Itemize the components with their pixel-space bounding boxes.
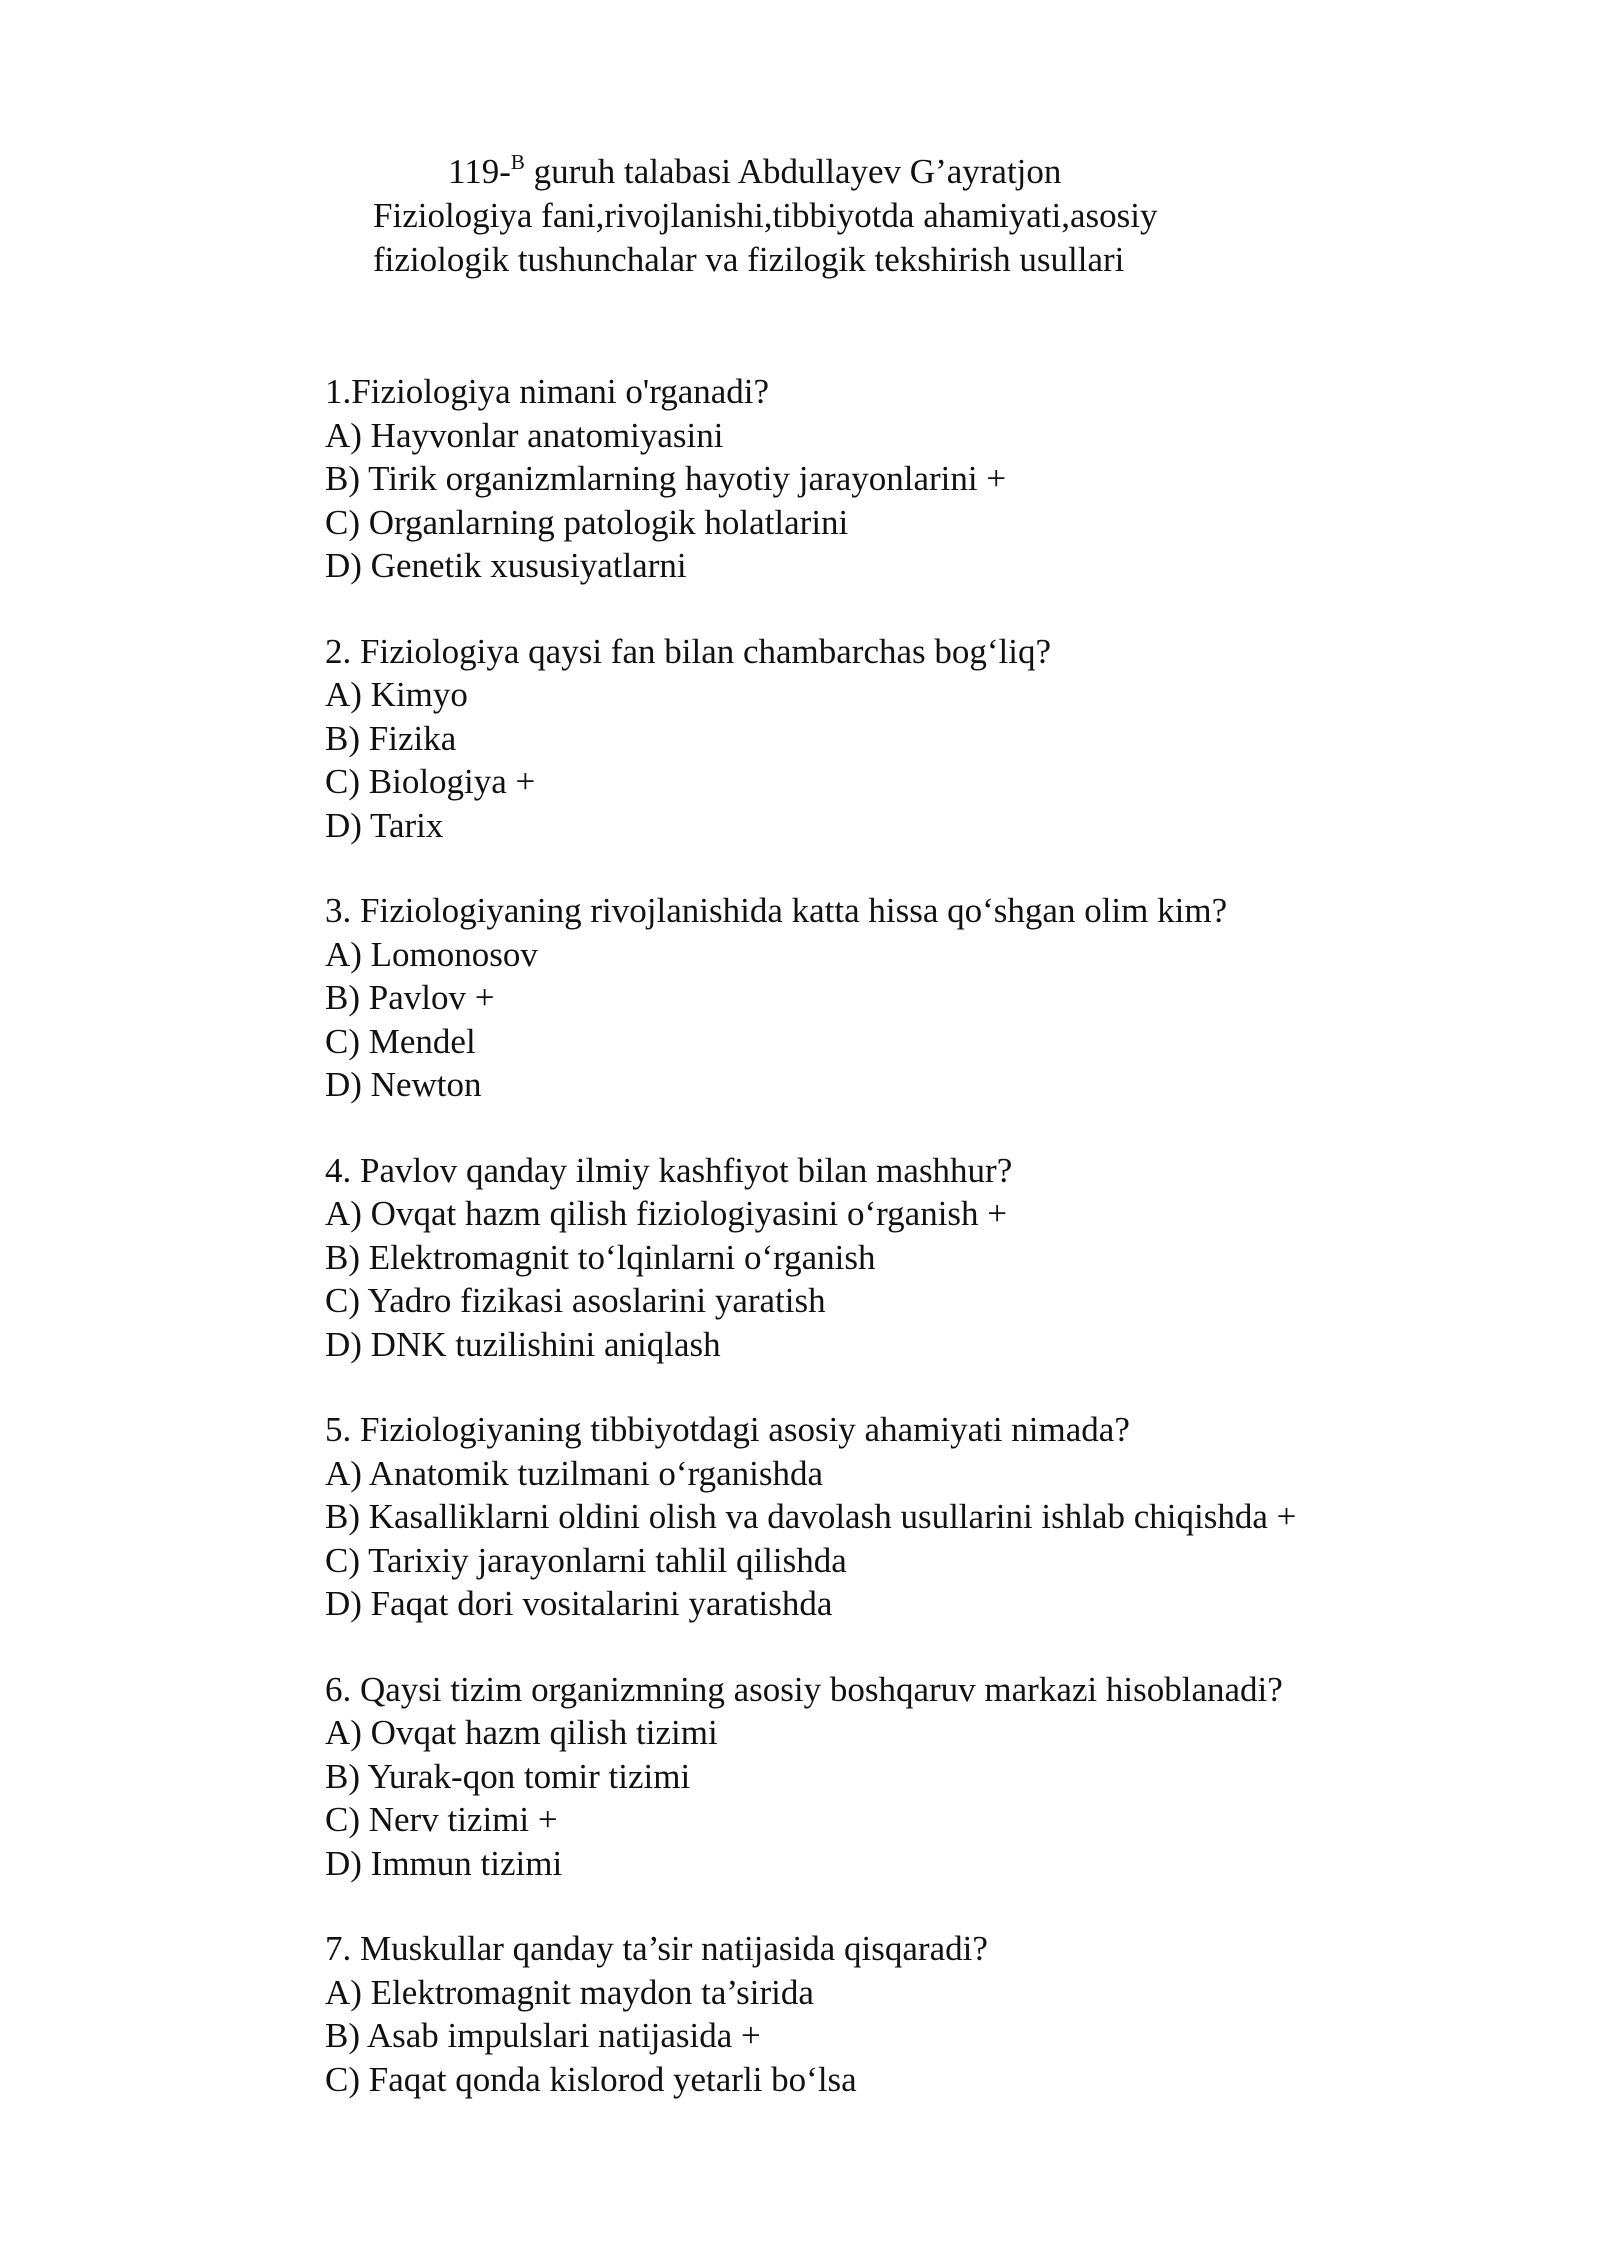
answer-option: B) Asab impulslari natijasida +: [325, 2016, 761, 2055]
answer-option: C) Mendel: [325, 1021, 476, 1061]
answer-option: D) Newton: [325, 1065, 482, 1104]
answer-option: B) Pavlov +: [325, 978, 495, 1017]
question-text: 4. Pavlov qanday ilmiy kashfiyot bilan mashhur?: [325, 1150, 1013, 1190]
answer-option: C) Tarixiy jarayonlarni tahlil qilishda: [325, 1540, 847, 1580]
answer-option: D) Genetik xususiyatlarni: [325, 546, 687, 585]
question-block: [325, 370, 1505, 588]
answer-option: D) Faqat dori vositalarini yaratishda: [325, 1584, 833, 1623]
answer-option: A) Kimyo: [325, 675, 468, 714]
answer-option: A) Elektromagnit maydon ta’sirida: [325, 1972, 814, 2012]
answer-option: A) Ovqat hazm qilish fiziologiyasini o‘rganish +: [325, 1194, 1008, 1233]
answer-option: B) Yurak-qon tomir tizimi: [325, 1756, 691, 1796]
answer-option: C) Organlarning patologik holatlarini: [325, 502, 849, 542]
group-number: 119-: [448, 152, 511, 191]
title-line-2: fiziologik tushunchalar va fizilogik tekshirish usullari: [373, 240, 1125, 279]
question-text: 7. Muskullar qanday ta’sir natijasida qisqaradi?: [325, 1929, 988, 1968]
question-block: [325, 1149, 1505, 1367]
answer-option: C) Yadro fizikasi asoslarini yaratish: [325, 1281, 826, 1320]
question-block: [325, 1408, 1505, 1626]
question-list: [325, 370, 1505, 2143]
answer-option: B) Fizika: [325, 718, 457, 758]
question-block: [325, 630, 1505, 848]
question-text: 3. Fiziologiyaning rivojlanishida katta hissa qo‘shgan olim kim?: [325, 891, 1228, 930]
question-text: 6. Qaysi tizim organizmning asosiy boshqaruv markazi hisoblanadi?: [325, 1669, 1283, 1709]
group-letter: B: [510, 150, 525, 174]
answer-option: D) DNK tuzilishini aniqlash: [325, 1324, 721, 1364]
question-text: 5. Fiziologiyaning tibbiyotdagi asosiy ahamiyati nimada?: [325, 1410, 1130, 1449]
student-line: [448, 150, 1061, 194]
question-block: [325, 1668, 1505, 1886]
answer-option: A) Hayvonlar anatomiyasini: [325, 415, 724, 455]
answer-option: A) Anatomik tuzilmani o‘rganishda: [325, 1453, 824, 1493]
answer-option: A) Lomonosov: [325, 934, 538, 974]
answer-option: D) Tarix: [325, 805, 444, 845]
question-block: [325, 889, 1505, 1107]
answer-option: B) Elektromagnit to‘lqinlarni o‘rganish: [325, 1237, 876, 1277]
answer-option: C) Nerv tizimi +: [325, 1800, 558, 1839]
question-text: 1.Fiziologiya nimani o'rganadi?: [325, 372, 770, 411]
answer-option: B) Tirik organizmlarning hayotiy jarayonlarini +: [325, 459, 1007, 498]
question-block: [325, 1927, 1505, 2101]
answer-option: A) Ovqat hazm qilish tizimi: [325, 1713, 718, 1752]
question-text: 2. Fiziologiya qaysi fan bilan chambarchas bog‘liq?: [325, 631, 1052, 671]
answer-option: C) Biologiya +: [325, 762, 536, 801]
answer-option: B) Kasalliklarni oldini olish va davolash usullarini ishlab chiqishda +: [325, 1497, 1297, 1536]
title-line-1: Fiziologiya fani,rivojlanishi,tibbiyotda ahamiyati,asosiy: [373, 196, 1158, 235]
answer-option: D) Immun tizimi: [325, 1843, 563, 1883]
answer-option: C) Faqat qonda kislorod yetarli bo‘lsa: [325, 2059, 857, 2099]
student-name: guruh talabasi Abdullayev G’ayratjon: [524, 152, 1062, 191]
